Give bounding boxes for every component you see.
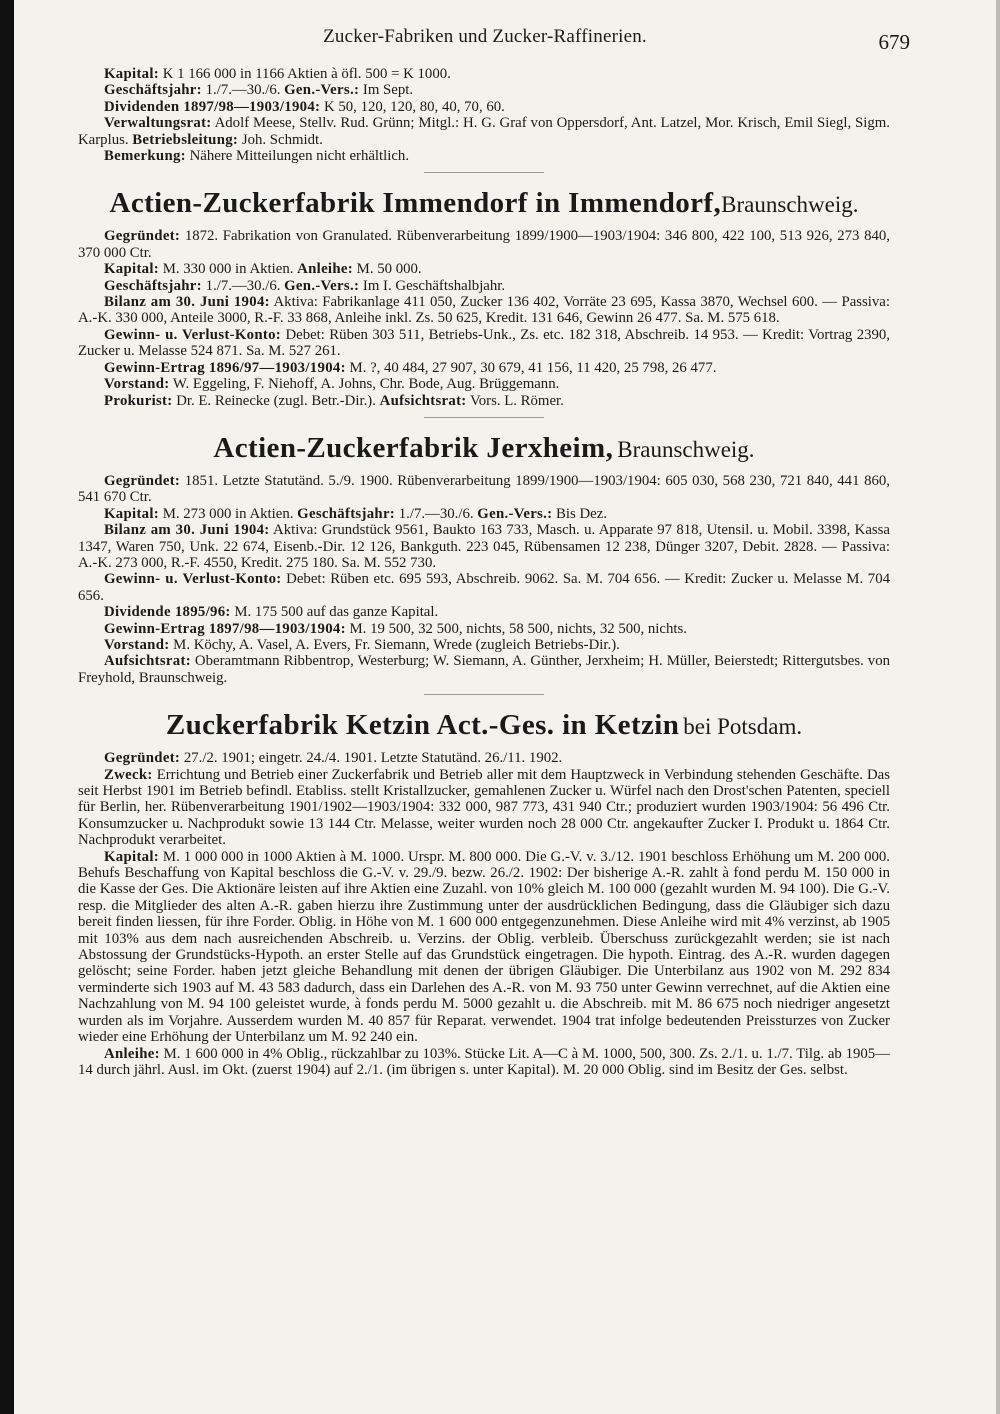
entry-line: Gegründet: 27./2. 1901; eingetr. 24./4. 1901. Letzte Statutänd. 26./11. 1902.	[104, 750, 563, 767]
entry-continuation	[78, 66, 890, 164]
entry-line: Kapital: K 1 166 000 in 1166 Aktien à öfl. 500 = K 1000.	[104, 66, 451, 82]
entry-line: Aufsichtsrat: Oberamtmann Ribbentrop, Westerburg; W. Siemann, A. Günther, Jerxheim; H. Müller, Beierstedt; Rittergutsbes. von Freyhold, Braunschweig.	[78, 653, 890, 686]
section-divider	[424, 172, 544, 173]
section-divider	[424, 694, 544, 695]
scan-edge-left	[0, 0, 14, 1414]
entry-ketzin	[78, 709, 890, 1078]
entry-title: Zuckerfabrik Ketzin Act.-Ges. in Ketzin bei Potsdam.	[165, 709, 803, 742]
entry-line: Bilanz am 30. Juni 1904: Aktiva: Grundstück 9561, Baukto 163 733, Masch. u. Apparate 97 818, Utensil. u. Mobil. 3398, Kassa 1347, Waren 750, Unk. 22 674, Eisenb.-Dir. 12 126, Bankguth. 223 045, Rübensamen 12 238, Dünger 3207, Debit. 2828. — Passiva: A.-K. 273 000, R.-F. 4550, Kredit. 275 180. Sa. M. 552 730.	[78, 522, 890, 571]
entry-line: Vorstand: W. Eggeling, F. Niehoff, A. Johns, Chr. Bode, Aug. Brüggemann.	[104, 376, 560, 393]
page-number: 679	[878, 30, 910, 54]
entry-line: Gewinn-Ertrag 1896/97—1903/1904: M. ?, 40 484, 27 907, 30 679, 41 156, 11 420, 25 798, 26 477.	[104, 359, 717, 376]
entry-line: Zweck: Errichtung und Betrieb einer Zuckerfabrik und Betrieb aller mit dem Hauptzweck in Verbindung stehenden Geschäfte. Das seit Herbst 1901 im Betrieb befindl. Etabliss. stellt Kristallzucker, gemahlenen Zucker u. Würfel nach den Drost'schen Patenten, speciell für Berlin, her. Rübenverarbeitung 1901/1902—1903/1904: 332 000, 987 773, 431 940 Ctr.; produziert wurden 1903/1904: 56 496 Ctr. Konsumzucker u. Nachprodukt sowie 13 144 Ctr. Melasse, weiter wurden noch 28 000 Ctr. angekaufter Zucker I. Produkt u. 1864 Ctr. Nachprodukt verarbeitet.	[78, 766, 890, 849]
running-title: Zucker-Fabriken und Zucker-Raffinerien.	[323, 26, 647, 47]
entry-line: Verwaltungsrat: Adolf Meese, Stellv. Rud. Grünn; Mitgl.: H. G. Graf von Oppersdorf, Ant. Latzel, Mor. Krisch, Emil Siegl, Sigm. Karplus. Betriebsleitung: Joh. Schmidt.	[78, 115, 890, 148]
entry-line: Gewinn-Ertrag 1897/98—1903/1904: M. 19 500, 32 500, nichts, 58 500, nichts, 32 500, nichts.	[104, 620, 687, 637]
section-divider	[424, 417, 544, 418]
page-header	[70, 22, 910, 54]
entry-title: Actien-Zuckerfabrik Immendorf in Immendorf,Braunschweig.	[109, 187, 859, 220]
entry-line: Bilanz am 30. Juni 1904: Aktiva: Fabrikanlage 411 050, Zucker 136 402, Vorräte 23 695, Kassa 3870, Wechsel 600. — Passiva: A.-K. 330 000, Anteile 3000, R.-F. 33 868, Anleihe inkl. Zs. 50 625, Kredit. 131 646, Gewinn 26 477. Sa. M. 575 618.	[78, 294, 890, 327]
entry-jerxheim	[78, 432, 890, 686]
scan-edge-right	[996, 0, 1000, 1414]
entry-line: Kapital: M. 330 000 in Aktien. Anleihe: M. 50 000.	[104, 261, 422, 278]
entry-immendorf	[78, 187, 890, 408]
entry-title: Actien-Zuckerfabrik Jerxheim, Braunschweig.	[213, 431, 755, 464]
entry-line: Gewinn- u. Verlust-Konto: Debet: Rüben 303 511, Betriebs-Unk., Zs. etc. 182 318, Abschreib. 14 953. — Kredit: Vortrag 2390, Zucker u. Melasse 524 871. Sa. M. 527 261.	[78, 326, 890, 360]
entry-line: Dividenden 1897/98—1903/1904: K 50, 120, 120, 80, 40, 70, 60.	[104, 98, 505, 115]
entry-line: Geschäftsjahr: 1./7.—30./6. Gen.-Vers.: Im Sept.	[104, 82, 414, 99]
entry-line: Kapital: M. 1 000 000 in 1000 Aktien à M. 1000. Urspr. M. 800 000. Die G.-V. v. 3./12. 1901 beschloss Erhöhung um M. 200 000. Behufs Beschaffung von Kapital beschloss die G.-V. v. 29./9. bezw. 26./2. 1902: Der bisherige A.-R. zahlt à fond perdu M. 150 000 in die Kasse der Ges. Die Aktionäre leisten auf ihre Aktien eine Zuzahl. von 10% gleich M. 100 000 (gezahlt wurden M. 94 100). Die G.-V. resp. die Mitglieder des alten A.-R. gaben hierzu ihre Zustimmung unter der ausdrücklichen Bedingung, dass die Gläubiger sich dazu bereit finden liessen, für ihre Forder. Oblig. in Höhe von M. 1 600 000 entgegenzunehmen. Diese Anleihe wird mit 4% verzinst, ab 1905 mit 103% aus dem nach ausreichenden Abschreib. u. Verzins. der Oblig. verbleib. Überschuss zurückgezahlt werden; sie ist nach Abstossung der Grundstücks-Hypoth. an erster Stelle auf das Grundstück eingetragen. Die hypoth. Eintrag. des A.-R. wurden dagegen gelöscht; seine Forder. haben jetzt gleiche Behandlung mit denen der übrigen Gläubiger. Die Unterbilanz aus 1902 von M. 292 834 verminderte sich 1903 auf M. 43 583 dadurch, dass ein Darlehen des A.-R. von M. 93 750 unter Gewinn verrechnet, auf die Aktien eine Nachzahlung von M. 94 100 geleistet wurde, à fonds perdu M. 5000 gezahlt u. die Abschreib. mit M. 86 675 noch niedriger angesetzt wurden als im Vorjahre. Ausserdem wurden M. 40 857 für Reparat. verwendet. 1904 trat infolge bedeutenden Preissturzes von Zucker wieder eine Erhöhung der Unterbilanz um M. 92 240 ein.	[78, 848, 890, 1046]
entry-line: Gewinn- u. Verlust-Konto: Debet: Rüben etc. 695 593, Abschreib. 9062. Sa. M. 704 656. — Kredit: Zucker u. Melasse M. 704 656.	[78, 571, 890, 604]
entry-line: Prokurist: Dr. E. Reinecke (zugl. Betr.-Dir.). Aufsichtsrat: Vors. L. Römer.	[104, 392, 564, 409]
entry-line: Gegründet: 1851. Letzte Statutänd. 5./9. 1900. Rübenverarbeitung 1899/1900—1903/1904: 605 030, 568 230, 721 840, 441 860, 541 670 Ctr.	[78, 472, 890, 506]
entry-line: Kapital: M. 273 000 in Aktien. Geschäftsjahr: 1./7.—30./6. Gen.-Vers.: Bis Dez.	[104, 505, 608, 522]
entry-line: Dividende 1895/96: M. 175 500 auf das ganze Kapital.	[104, 604, 439, 621]
entry-line: Bemerkung: Nähere Mitteilungen nicht erhältlich.	[104, 148, 410, 165]
entry-line: Geschäftsjahr: 1./7.—30./6. Gen.-Vers.: Im I. Geschäftshalbjahr.	[104, 277, 506, 294]
entry-line: Anleihe: M. 1 600 000 in 4% Oblig., rückzahlbar zu 103%. Stücke Lit. A—C à M. 1000, 500, 300. Zs. 2./1. u. 1./7. Tilg. ab 1905—14 durch jährl. Ausl. im Okt. (zuerst 1904) auf 2./1. (im übrigen s. unter Kapital). M. 20 000 Oblig. sind im Besitz der Ges. selbst.	[78, 1045, 890, 1078]
entry-line: Gegründet: 1872. Fabrikation von Granulated. Rübenverarbeitung 1899/1900—1903/1904: 346 800, 422 100, 513 926, 273 840, 370 000 Ctr.	[78, 228, 890, 261]
entry-line: Vorstand: M. Köchy, A. Vasel, A. Evers, Fr. Siemann, Wrede (zugleich Betriebs-Dir.).	[104, 636, 620, 653]
page-content	[78, 66, 890, 1078]
